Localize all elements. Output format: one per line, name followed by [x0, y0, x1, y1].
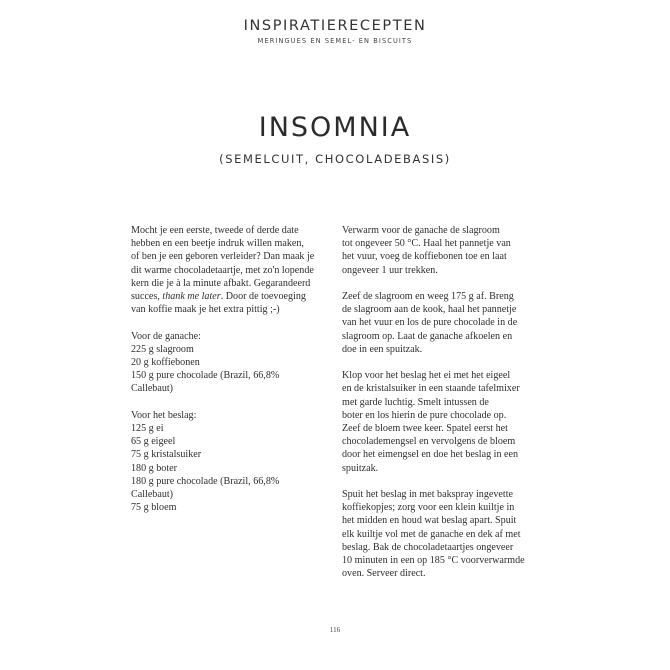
- text-line: de slagroom aan de kook, haal het pannetje: [342, 304, 517, 316]
- text-line: van koffie maak je het extra pittig ;-): [131, 304, 280, 316]
- text-line: chocolademengsel en vervolgens de bloem: [342, 436, 516, 448]
- ingredient-line: 65 g eigeel: [131, 436, 176, 448]
- text-line: Verwarm voor de ganache de slagroom: [342, 225, 500, 236]
- recipe-subtitle: (SEMELCUIT, CHOCOLADEBASIS): [219, 152, 451, 166]
- ingredient-line: 75 g bloem: [131, 502, 177, 514]
- text-line: doe in een spuitzak.: [342, 343, 423, 355]
- text-line: Zeef de bloem twee keer. Spatel eerst het: [342, 423, 508, 435]
- text-line: 10 minuten in een op 185 °C voorverwarmde: [342, 555, 525, 567]
- text-line: hebben en een beetje indruk willen maken,: [131, 238, 304, 250]
- recipe-title: INSOMNIA: [258, 112, 412, 143]
- method-step-3: [342, 369, 552, 475]
- ingredient-line: 180 g boter: [131, 462, 177, 474]
- ingredient-line: 125 g ei: [131, 423, 164, 435]
- text-line: en de kristalsuiker in een staande tafelmixer: [342, 383, 520, 395]
- ingredient-line: 225 g slagroom: [131, 343, 194, 355]
- ganache-ingredients: [131, 330, 331, 396]
- text-line: elk kuiltje vol met de ganache en dek af met: [342, 528, 521, 540]
- text-line: Zeef de slagroom en weeg 175 g af. Breng: [342, 291, 514, 302]
- method-step-4: [342, 488, 552, 580]
- right-column: [342, 224, 552, 594]
- text-line: tot ongeveer 50 °C. Haal het pannetje van: [342, 238, 511, 250]
- text-fragment: . Door de toevoeging: [220, 291, 306, 303]
- text-line: ongeveer 1 uur trekken.: [342, 264, 438, 276]
- left-column: [131, 224, 331, 528]
- text-line: spuitzak.: [342, 462, 379, 474]
- text-line: Klop voor het beslag het ei met het eigeel: [342, 370, 511, 382]
- text-line: beslag. Bak de chocoladetaartjes ongeveer: [342, 541, 514, 553]
- ingredient-line: 20 g koffiebonen: [131, 357, 200, 369]
- text-line: kern die je à la minute afbakt. Gegarandeerd: [131, 277, 311, 289]
- section-title: INSPIRATIERECEPTEN: [243, 18, 427, 34]
- italic-phrase: thank me later: [162, 291, 221, 303]
- page-number: 116: [329, 626, 341, 634]
- page-header: [0, 18, 670, 45]
- method-step-2: [342, 290, 552, 356]
- ingredient-line: 75 g kristalsuiker: [131, 449, 202, 461]
- section-subtitle: MERINGUES EN SEMEL- EN BISCUITS: [257, 37, 413, 45]
- text-line: oven. Serveer direct.: [342, 568, 426, 580]
- intro-paragraph: [131, 224, 331, 316]
- ingredients-heading: Voor de ganache:: [131, 330, 201, 342]
- text-line: Spuit het beslag in met bakspray ingevette: [342, 489, 513, 501]
- text-line: koffiekopjes; zorg voor een klein kuiltje in: [342, 502, 515, 514]
- text-line: Mocht je een eerste, tweede of derde date: [131, 225, 299, 236]
- ingredient-line: Callebaut): [131, 383, 174, 395]
- text-line: van het vuur en los de pure chocolade in de: [342, 317, 518, 329]
- text-line: boter en los hierin de pure chocolade op.: [342, 409, 507, 421]
- text-line: door het eimengsel en doe het beslag in een: [342, 449, 519, 461]
- ingredient-line: Callebaut): [131, 489, 174, 501]
- ingredient-line: 180 g pure chocolade (Brazil, 66,8%: [131, 475, 280, 487]
- text-line: [131, 290, 331, 303]
- text-line: met garde luchtig. Smelt intussen de: [342, 396, 489, 408]
- method-step-1: [342, 224, 552, 277]
- text-line: het vuur, voeg de koffiebonen toe en laat: [342, 251, 507, 263]
- text-line: of ben je een geboren verleider? Dan maak je: [131, 251, 315, 263]
- ingredients-heading: Voor het beslag:: [131, 409, 197, 421]
- text-line: het midden en houd wat beslag apart. Spuit: [342, 515, 517, 527]
- text-line: slagroom op. Laat de ganache afkoelen en: [342, 330, 513, 342]
- batter-ingredients: [131, 409, 331, 515]
- text-fragment: succes,: [131, 291, 163, 303]
- ingredient-line: 150 g pure chocolade (Brazil, 66,8%: [131, 370, 280, 382]
- text-line: dit warme chocoladetaartje, met zo'n lopende: [131, 264, 314, 276]
